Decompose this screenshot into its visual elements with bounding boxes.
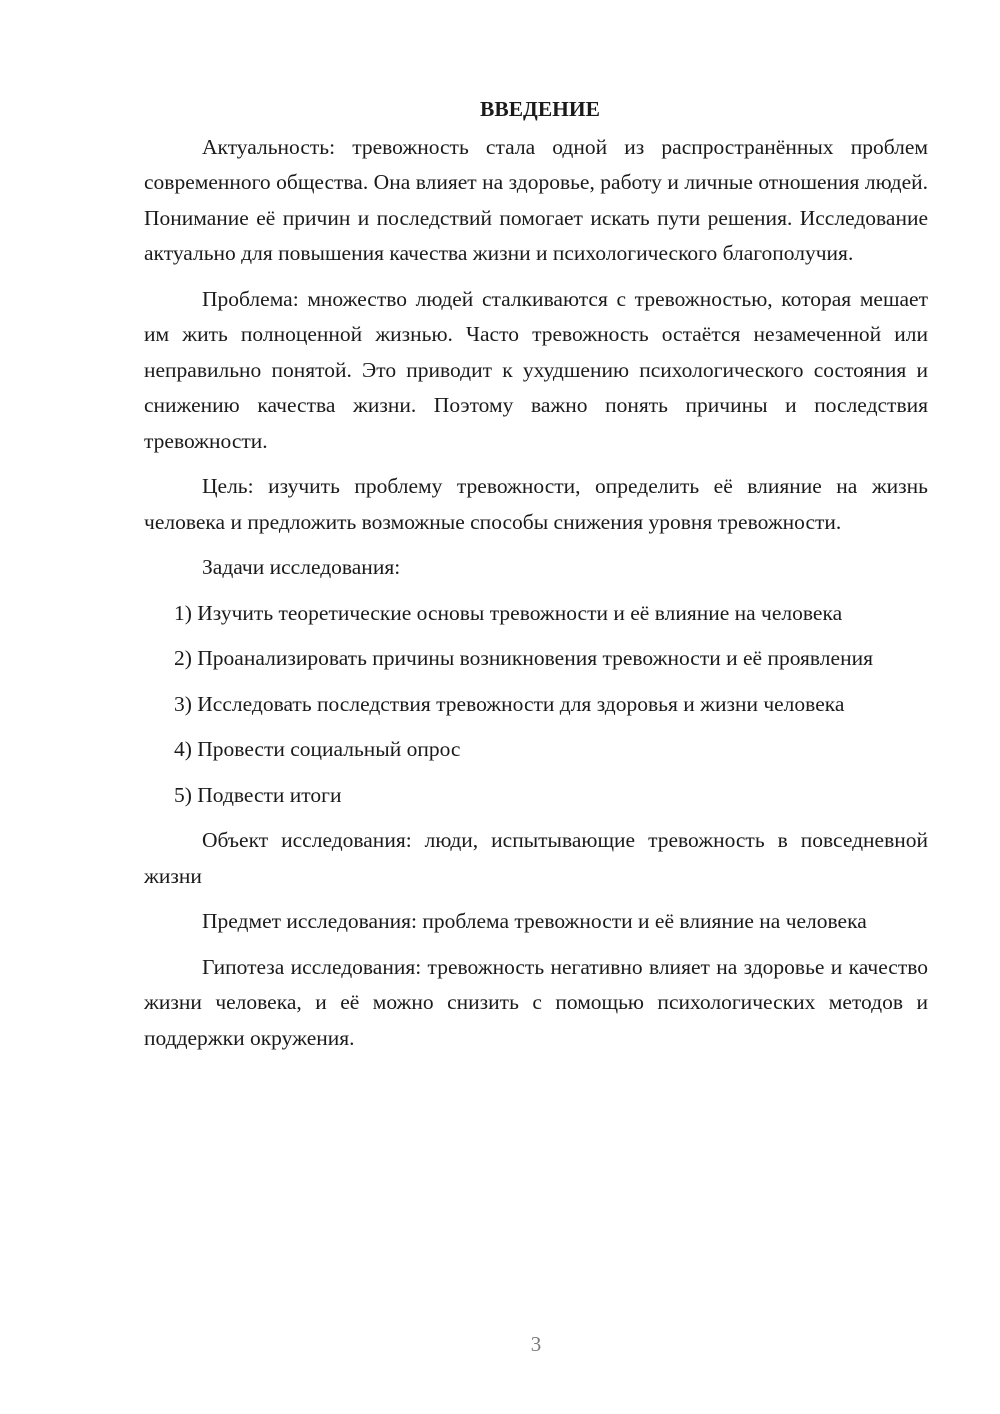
task-item-3: 3) Исследовать последствия тревожности для здоровья и жизни человека bbox=[174, 691, 845, 716]
section-heading: ВВЕДЕНИЕ bbox=[480, 97, 600, 121]
goal-paragraph: Цель: изучить проблему тревожности, определить её влияние на жизнь человека и предложить возможные способы снижения уровня тревожности. bbox=[144, 474, 928, 534]
subject-paragraph: Предмет исследования: проблема тревожности и её влияние на человека bbox=[202, 909, 867, 933]
page-content bbox=[144, 92, 928, 1066]
problem-paragraph: Проблема: множество людей сталкиваются с тревожностью, которая мешает им жить полноценной жизнью. Часто тревожность остаётся незамеченной или неправильно понятой. Это приводит к ухудшению психологического состояния и снижению качества жизни. Поэтому важно понять причины и последствия тревожности. bbox=[144, 286, 928, 453]
object-paragraph: Объект исследования: люди, испытывающие тревожность в повседневной жизни bbox=[144, 828, 928, 888]
task-item-2: 2) Проанализировать причины возникновения тревожности и её проявления bbox=[174, 646, 873, 670]
tasks-list bbox=[144, 596, 928, 814]
hypothesis-paragraph: Гипотеза исследования: тревожность негативно влияет на здоровье и качество жизни человека, и её можно снизить с помощью психологических методов и поддержки окружения. bbox=[144, 954, 928, 1050]
task-item-1: 1) Изучить теоретические основы тревожности и её влияние на человека bbox=[174, 600, 843, 625]
page-number: 3 bbox=[530, 1332, 542, 1356]
relevance-paragraph: Актуальность: тревожность стала одной из распространённых проблем современного общества. Она влияет на здоровье, работу и личные отношения людей. Понимание её причин и последствий помогает искать пути решения. Исследование актуально для повышения качества жизни и психологического благополучия. bbox=[144, 134, 928, 265]
task-item-4: 4) Провести социальный опрос bbox=[174, 737, 461, 761]
tasks-title: Задачи исследования: bbox=[202, 555, 401, 579]
task-item-5: 5) Подвести итоги bbox=[174, 782, 342, 807]
